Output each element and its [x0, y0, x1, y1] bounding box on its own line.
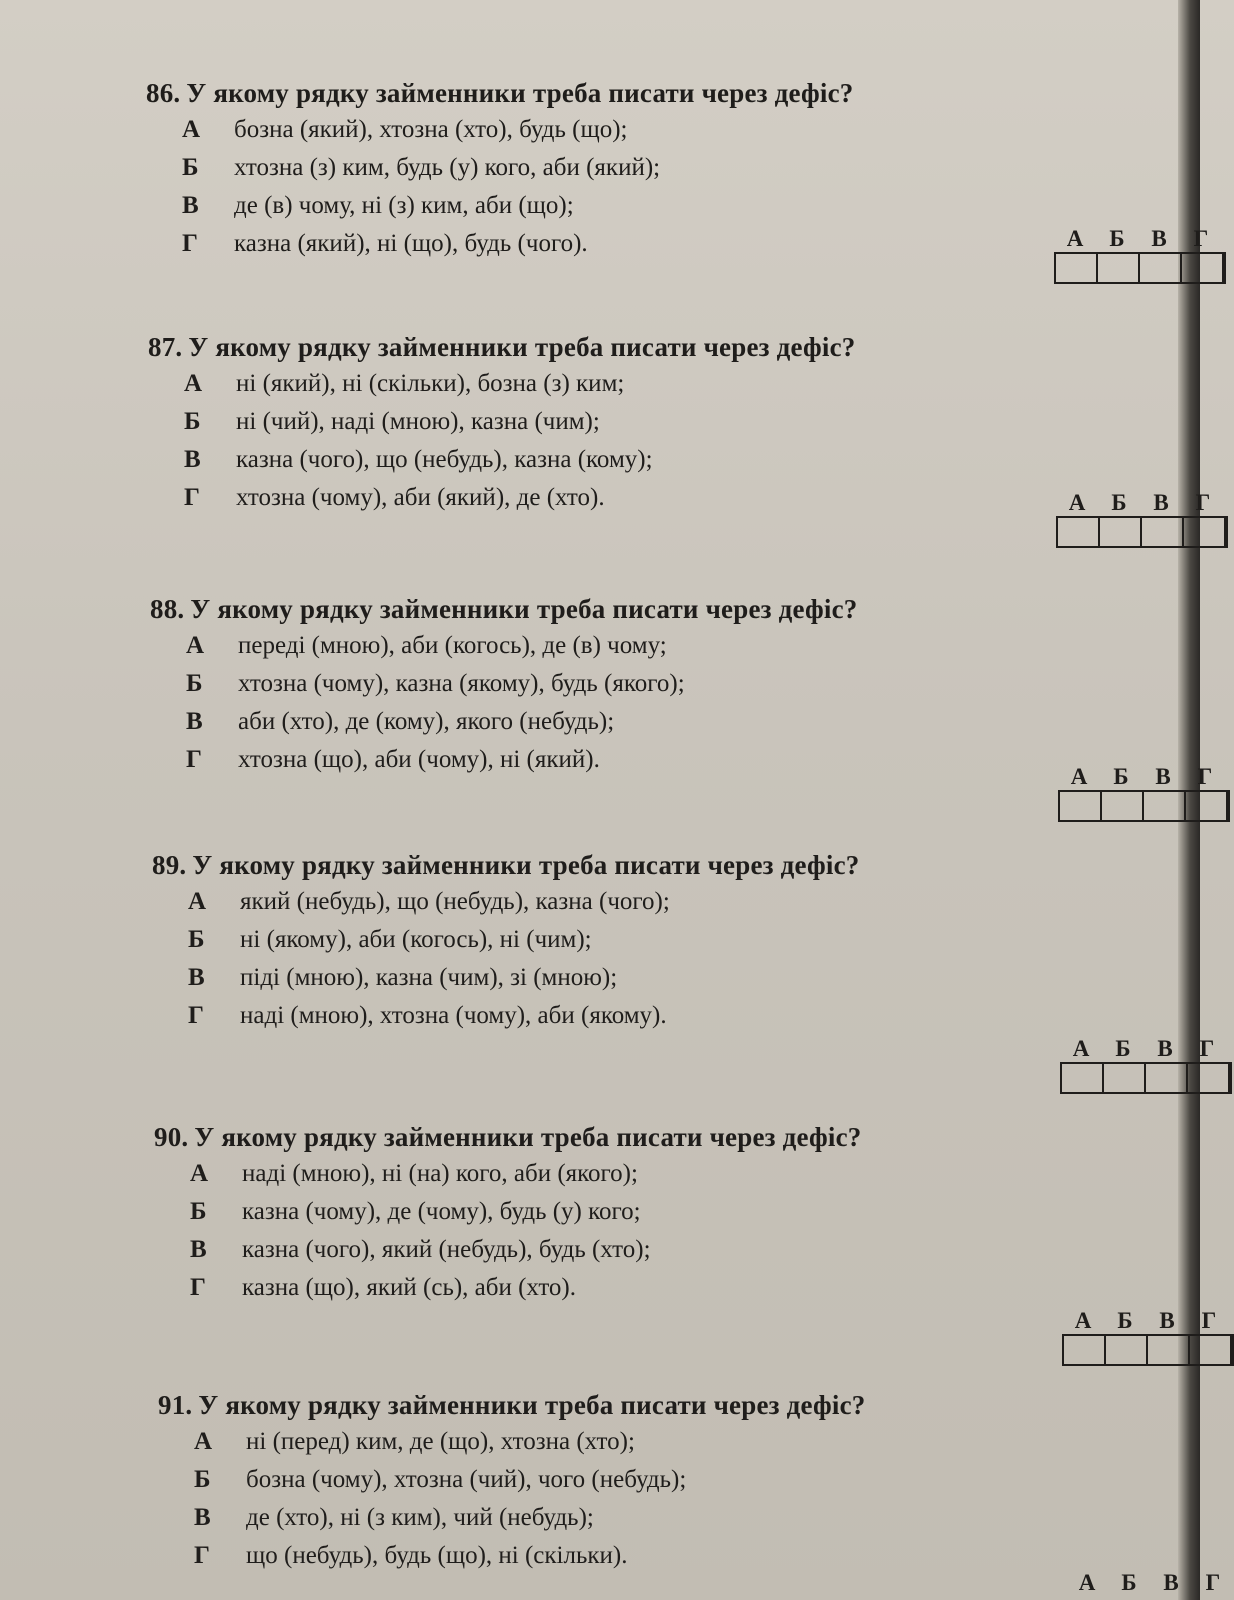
answer-grid — [1066, 1570, 1234, 1596]
option-d — [184, 484, 605, 512]
answer-boxes — [1062, 1334, 1234, 1366]
answer-box[interactable] — [1060, 792, 1102, 820]
option-text: який (небудь), що (небудь), казна (чого); — [240, 888, 670, 915]
answer-box[interactable] — [1062, 1064, 1104, 1092]
grid-letter: В — [1153, 490, 1169, 515]
question-number: 88. — [150, 594, 185, 624]
option-text: хтозна (з) ким, будь (у) кого, аби (який); — [234, 154, 661, 181]
question-88 — [0, 594, 1213, 844]
option-letter: А — [194, 1428, 213, 1455]
option-text: ні (перед) ким, де (що), хтозна (хто); — [246, 1428, 635, 1455]
option-d — [182, 230, 588, 258]
question-title — [154, 1122, 861, 1153]
grid-letter: В — [1163, 1570, 1179, 1595]
answer-box[interactable] — [1190, 1336, 1232, 1364]
option-c — [188, 964, 617, 992]
option-c — [194, 1504, 594, 1532]
option-text: наді (мною), хтозна (чому), аби (якому). — [240, 1002, 667, 1029]
option-a — [188, 888, 670, 916]
answer-boxes — [1060, 1062, 1232, 1094]
answer-boxes — [1058, 790, 1230, 822]
question-text: У якому рядку займенники треба писати через дефіс? — [192, 850, 860, 880]
answer-box[interactable] — [1148, 1336, 1190, 1364]
answer-box[interactable] — [1058, 518, 1100, 546]
option-letter: Г — [188, 1002, 204, 1029]
answer-box[interactable] — [1144, 792, 1186, 820]
option-letter: А — [182, 116, 201, 143]
option-letter: Г — [186, 746, 202, 773]
question-86 — [0, 78, 1209, 328]
option-text: ні (чий), наді (мною), казна (чим); — [236, 408, 600, 435]
option-a — [186, 632, 667, 660]
grid-letter: А — [1072, 1036, 1090, 1061]
question-text: У якому рядку займенники треба писати через дефіс? — [190, 594, 858, 624]
option-text: хтозна (чому), казна (якому), будь (якого); — [238, 670, 685, 697]
option-letter: Г — [184, 484, 200, 511]
question-number: 90. — [154, 1122, 189, 1152]
question-text: У якому рядку займенники треба писати через дефіс? — [188, 332, 856, 362]
question-title — [150, 594, 857, 625]
option-text: де (в) чому, ні (з) ким, аби (що); — [234, 192, 574, 219]
option-b — [186, 670, 685, 698]
option-a — [184, 370, 624, 398]
question-title — [152, 850, 859, 881]
option-b — [182, 154, 660, 182]
option-letter: Г — [182, 230, 198, 257]
answer-grid — [1062, 1308, 1234, 1366]
grid-letter: Б — [1115, 1036, 1131, 1061]
option-a — [182, 116, 627, 144]
option-letter: Б — [184, 408, 201, 435]
answer-grid — [1060, 1036, 1232, 1094]
question-text: У якому рядку займенники треба писати через дефіс? — [194, 1122, 862, 1152]
grid-letters — [1066, 1570, 1234, 1596]
answer-grid — [1058, 764, 1230, 822]
grid-letter: Г — [1193, 226, 1209, 251]
grid-letters — [1060, 1036, 1232, 1062]
grid-letter: А — [1070, 764, 1088, 789]
grid-letter: Г — [1201, 1308, 1217, 1333]
question-90 — [0, 1122, 1217, 1372]
option-text: аби (хто), де (кому), якого (небудь); — [238, 708, 615, 735]
option-letter: А — [188, 888, 207, 915]
option-d — [190, 1274, 576, 1302]
option-text: бозна (чому), хтозна (чий), чого (небудь); — [246, 1466, 687, 1493]
answer-box[interactable] — [1142, 518, 1184, 546]
answer-box[interactable] — [1106, 1336, 1148, 1364]
answer-box[interactable] — [1184, 518, 1226, 546]
option-letter: А — [186, 632, 205, 659]
option-b — [194, 1466, 686, 1494]
option-text: казна (що), який (сь), аби (хто). — [242, 1274, 576, 1301]
option-text: казна (чому), де (чому), будь (у) кого; — [242, 1198, 641, 1225]
option-b — [190, 1198, 641, 1226]
answer-box[interactable] — [1064, 1336, 1106, 1364]
option-letter: Б — [186, 670, 203, 697]
grid-letter: В — [1155, 764, 1171, 789]
answer-box[interactable] — [1182, 254, 1224, 282]
grid-letter: Б — [1113, 764, 1129, 789]
option-b — [184, 408, 600, 436]
option-letter: В — [182, 192, 199, 219]
option-d — [194, 1542, 627, 1570]
option-a — [190, 1160, 638, 1188]
grid-letter: Б — [1109, 226, 1125, 251]
option-c — [190, 1236, 651, 1264]
question-title — [146, 78, 853, 109]
option-text: ні (який), ні (скільки), бозна (з) ким; — [236, 370, 625, 397]
option-letter: В — [188, 964, 205, 991]
option-text: казна (який), ні (що), будь (чого). — [234, 230, 588, 257]
answer-box[interactable] — [1104, 1064, 1146, 1092]
grid-letter: Г — [1197, 764, 1213, 789]
option-text: хтозна (що), аби (чому), ні (який). — [238, 746, 600, 773]
grid-letter: А — [1074, 1308, 1092, 1333]
answer-boxes — [1054, 252, 1226, 284]
option-letter: Б — [188, 926, 205, 953]
question-number: 91. — [158, 1390, 193, 1420]
question-text: У якому рядку займенники треба писати через дефіс? — [198, 1390, 866, 1420]
option-text: переді (мною), аби (когось), де (в) чому; — [238, 632, 667, 659]
question-number: 89. — [152, 850, 187, 880]
option-letter: В — [186, 708, 203, 735]
grid-letter: Б — [1117, 1308, 1133, 1333]
answer-box[interactable] — [1146, 1064, 1188, 1092]
grid-letter: В — [1151, 226, 1167, 251]
question-87 — [0, 332, 1211, 582]
question-text: У якому рядку займенники треба писати через дефіс? — [186, 78, 854, 108]
option-letter: В — [190, 1236, 207, 1263]
answer-box[interactable] — [1056, 254, 1098, 282]
grid-letter: А — [1068, 490, 1086, 515]
option-a — [194, 1428, 635, 1456]
answer-grid — [1054, 226, 1226, 284]
grid-letter: Б — [1121, 1570, 1137, 1595]
option-letter: Б — [182, 154, 199, 181]
option-text: казна (чого), який (небудь), будь (хто); — [242, 1236, 651, 1263]
option-text: бозна (який), хтозна (хто), будь (що); — [234, 116, 628, 143]
option-text: де (хто), ні (з ким), чий (небудь); — [246, 1504, 594, 1531]
option-letter: А — [184, 370, 203, 397]
option-letter: В — [184, 446, 201, 473]
option-letter: Г — [194, 1542, 210, 1569]
answer-box[interactable] — [1098, 254, 1140, 282]
grid-letters — [1058, 764, 1230, 790]
option-text: казна (чого), що (небудь), казна (кому); — [236, 446, 653, 473]
option-c — [184, 446, 653, 474]
option-letter: А — [190, 1160, 209, 1187]
option-letter: В — [194, 1504, 211, 1531]
grid-letter: В — [1159, 1308, 1175, 1333]
option-text: що (небудь), будь (що), ні (скільки). — [246, 1542, 628, 1569]
grid-letters — [1062, 1308, 1234, 1334]
option-c — [186, 708, 614, 736]
option-letter: Б — [194, 1466, 211, 1493]
answer-box[interactable] — [1140, 254, 1182, 282]
option-letter: Г — [190, 1274, 206, 1301]
option-d — [186, 746, 600, 774]
answer-box[interactable] — [1186, 792, 1228, 820]
question-89 — [0, 850, 1215, 1100]
answer-box[interactable] — [1188, 1064, 1230, 1092]
question-number: 86. — [146, 78, 181, 108]
option-text: хтозна (чому), аби (який), де (хто). — [236, 484, 605, 511]
grid-letter: Г — [1195, 490, 1211, 515]
grid-letter: Б — [1111, 490, 1127, 515]
grid-letter: Г — [1199, 1036, 1215, 1061]
answer-boxes — [1056, 516, 1228, 548]
option-c — [182, 192, 574, 220]
grid-letter: А — [1078, 1570, 1096, 1595]
question-number: 87. — [148, 332, 183, 362]
question-title — [158, 1390, 865, 1421]
option-b — [188, 926, 592, 954]
question-title — [148, 332, 855, 363]
option-d — [188, 1002, 667, 1030]
option-letter: Б — [190, 1198, 207, 1225]
answer-box[interactable] — [1102, 792, 1144, 820]
option-text: наді (мною), ні (на) кого, аби (якого); — [242, 1160, 638, 1187]
question-91 — [0, 1390, 1221, 1600]
grid-letter: А — [1066, 226, 1084, 251]
option-text: піді (мною), казна (чим), зі (мною); — [240, 964, 618, 991]
grid-letters — [1056, 490, 1228, 516]
grid-letters — [1054, 226, 1226, 252]
answer-grid — [1056, 490, 1228, 548]
answer-box[interactable] — [1100, 518, 1142, 546]
option-text: ні (якому), аби (когось), ні (чим); — [240, 926, 592, 953]
grid-letter: В — [1157, 1036, 1173, 1061]
grid-letter: Г — [1205, 1570, 1221, 1595]
